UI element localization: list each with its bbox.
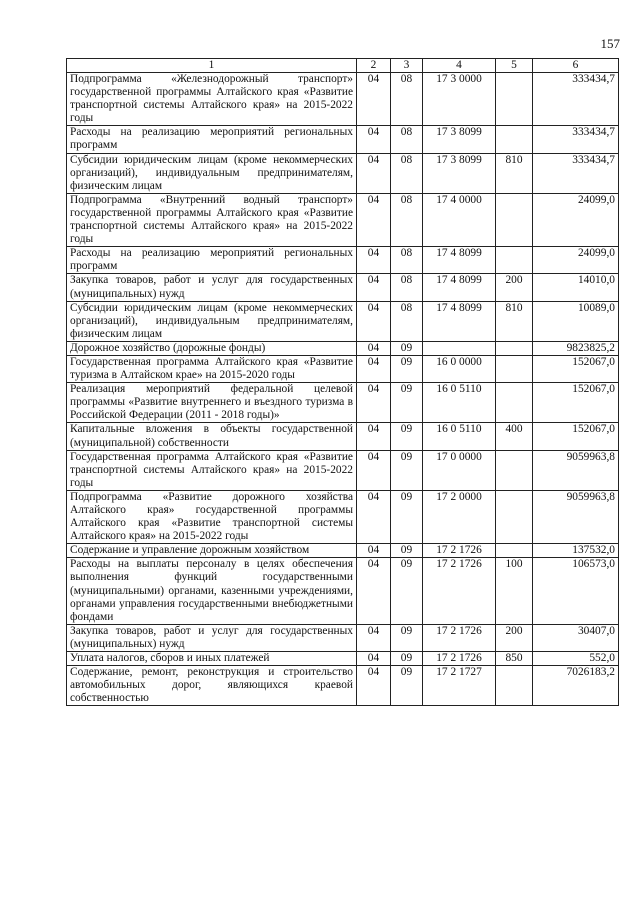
row-subsection-cell: 08: [391, 153, 423, 193]
row-section-cell: 04: [357, 301, 391, 341]
row-target-article-cell: 17 2 1726: [423, 652, 496, 666]
header-col-1: 1: [67, 59, 357, 73]
table-row: [67, 558, 619, 624]
row-expense-type-cell: 100: [496, 558, 533, 624]
row-name-cell: Содержание, ремонт, реконструкция и строительство автомобильных дорог, являющихся краевой собственностью: [67, 666, 357, 706]
row-name-cell: Содержание и управление дорожным хозяйством: [67, 544, 357, 558]
row-subsection-cell: 08: [391, 247, 423, 274]
row-name-cell: Расходы на реализацию мероприятий региональных программ: [67, 247, 357, 274]
table-row: [67, 624, 619, 651]
row-section-cell: 04: [357, 450, 391, 490]
row-target-article-cell: 17 4 8099: [423, 301, 496, 341]
table-row: [67, 423, 619, 450]
row-name-cell: Дорожное хозяйство (дорожные фонды): [67, 341, 357, 355]
row-name-cell: Подпрограмма «Внутренний водный транспорт» государственной программы Алтайского края «Развитие транспортной системы Алтайского края» на 2015-2022 годы: [67, 193, 357, 246]
row-subsection-cell: 08: [391, 193, 423, 246]
table-row: [67, 247, 619, 274]
row-section-cell: 04: [357, 490, 391, 543]
row-name-cell: Подпрограмма «Развитие дорожного хозяйства Алтайского края» государственной программы Алтайского края «Развитие транспортной системы Алтайского края» на 2015-2022 годы: [67, 490, 357, 543]
row-section-cell: 04: [357, 383, 391, 423]
budget-table: [66, 58, 619, 706]
row-subsection-cell: 08: [391, 126, 423, 153]
row-section-cell: 04: [357, 193, 391, 246]
row-amount-cell: 333434,7: [533, 126, 619, 153]
row-name-cell: Субсидии юридическим лицам (кроме некоммерческих организаций), индивидуальным предпринимателям, физическим лицам: [67, 153, 357, 193]
row-expense-type-cell: 810: [496, 301, 533, 341]
page-number: 157: [600, 36, 620, 51]
row-section-cell: 04: [357, 652, 391, 666]
row-section-cell: 04: [357, 153, 391, 193]
row-name-cell: Расходы на выплаты персоналу в целях обеспечения выполнения функций государственными (муниципальными) органами, казенными учреждениями, органами управления государственными внебюджетными фондами: [67, 558, 357, 624]
row-amount-cell: 24099,0: [533, 193, 619, 246]
row-name-cell: Расходы на реализацию мероприятий региональных программ: [67, 126, 357, 153]
row-expense-type-cell: [496, 450, 533, 490]
row-amount-cell: 24099,0: [533, 247, 619, 274]
row-target-article-cell: 17 2 1726: [423, 624, 496, 651]
row-amount-cell: 9823825,2: [533, 341, 619, 355]
row-name-cell: Уплата налогов, сборов и иных платежей: [67, 652, 357, 666]
row-section-cell: 04: [357, 126, 391, 153]
row-subsection-cell: 09: [391, 558, 423, 624]
row-amount-cell: 137532,0: [533, 544, 619, 558]
header-col-3: 3: [391, 59, 423, 73]
table-row: [67, 341, 619, 355]
row-expense-type-cell: 400: [496, 423, 533, 450]
row-expense-type-cell: [496, 247, 533, 274]
row-target-article-cell: 16 0 5110: [423, 423, 496, 450]
row-section-cell: 04: [357, 544, 391, 558]
row-name-cell: Закупка товаров, работ и услуг для государственных (муниципальных) нужд: [67, 274, 357, 301]
row-section-cell: 04: [357, 624, 391, 651]
row-amount-cell: 152067,0: [533, 383, 619, 423]
row-subsection-cell: 09: [391, 490, 423, 543]
row-target-article-cell: 16 0 0000: [423, 355, 496, 382]
row-section-cell: 04: [357, 247, 391, 274]
table-body: [67, 73, 619, 706]
row-section-cell: 04: [357, 666, 391, 706]
row-target-article-cell: 17 4 0000: [423, 193, 496, 246]
row-name-cell: Государственная программа Алтайского края «Развитие туризма в Алтайском крае» на 2015-2020 годы: [67, 355, 357, 382]
row-subsection-cell: 08: [391, 301, 423, 341]
row-subsection-cell: 09: [391, 341, 423, 355]
row-subsection-cell: 09: [391, 383, 423, 423]
row-section-cell: 04: [357, 341, 391, 355]
header-col-4: 4: [423, 59, 496, 73]
row-amount-cell: 552,0: [533, 652, 619, 666]
table-row: [67, 450, 619, 490]
row-target-article-cell: 17 4 8099: [423, 274, 496, 301]
row-expense-type-cell: 810: [496, 153, 533, 193]
row-target-article-cell: 16 0 5110: [423, 383, 496, 423]
row-target-article-cell: 17 3 8099: [423, 153, 496, 193]
row-target-article-cell: 17 4 8099: [423, 247, 496, 274]
row-amount-cell: 30407,0: [533, 624, 619, 651]
row-section-cell: 04: [357, 558, 391, 624]
row-target-article-cell: 17 0 0000: [423, 450, 496, 490]
row-amount-cell: 10089,0: [533, 301, 619, 341]
row-amount-cell: 9059963,8: [533, 490, 619, 543]
table-row: [67, 301, 619, 341]
row-expense-type-cell: [496, 666, 533, 706]
row-subsection-cell: 08: [391, 274, 423, 301]
table-row: [67, 73, 619, 126]
table-row: [67, 490, 619, 543]
row-expense-type-cell: [496, 355, 533, 382]
row-expense-type-cell: [496, 193, 533, 246]
row-amount-cell: 152067,0: [533, 355, 619, 382]
row-name-cell: Реализация мероприятий федеральной целевой программы «Развитие внутреннего и въездного туризма в Российской Федерации (2011 - 2018 годы)»: [67, 383, 357, 423]
row-section-cell: 04: [357, 274, 391, 301]
row-amount-cell: 333434,7: [533, 73, 619, 126]
row-expense-type-cell: [496, 341, 533, 355]
row-section-cell: 04: [357, 73, 391, 126]
table-row: [67, 666, 619, 706]
row-target-article-cell: 17 2 1726: [423, 544, 496, 558]
row-target-article-cell: 17 3 0000: [423, 73, 496, 126]
header-col-6: 6: [533, 59, 619, 73]
header-col-2: 2: [357, 59, 391, 73]
row-subsection-cell: 08: [391, 73, 423, 126]
row-subsection-cell: 09: [391, 652, 423, 666]
row-target-article-cell: 17 2 1727: [423, 666, 496, 706]
row-expense-type-cell: [496, 544, 533, 558]
row-amount-cell: 152067,0: [533, 423, 619, 450]
table-row: [67, 274, 619, 301]
row-expense-type-cell: [496, 73, 533, 126]
row-target-article-cell: 17 2 1726: [423, 558, 496, 624]
row-amount-cell: 7026183,2: [533, 666, 619, 706]
table-row: [67, 153, 619, 193]
row-name-cell: Закупка товаров, работ и услуг для государственных (муниципальных) нужд: [67, 624, 357, 651]
row-subsection-cell: 09: [391, 544, 423, 558]
header-col-5: 5: [496, 59, 533, 73]
row-subsection-cell: 09: [391, 450, 423, 490]
row-amount-cell: 106573,0: [533, 558, 619, 624]
row-subsection-cell: 09: [391, 624, 423, 651]
row-expense-type-cell: [496, 490, 533, 543]
row-section-cell: 04: [357, 355, 391, 382]
table-row: [67, 544, 619, 558]
row-amount-cell: 333434,7: [533, 153, 619, 193]
row-name-cell: Государственная программа Алтайского края «Развитие транспортной системы Алтайского края» на 2015-2022 годы: [67, 450, 357, 490]
row-section-cell: 04: [357, 423, 391, 450]
row-subsection-cell: 09: [391, 423, 423, 450]
table-row: [67, 652, 619, 666]
row-subsection-cell: 09: [391, 355, 423, 382]
row-expense-type-cell: 850: [496, 652, 533, 666]
table-row: [67, 126, 619, 153]
row-amount-cell: 9059963,8: [533, 450, 619, 490]
row-expense-type-cell: 200: [496, 274, 533, 301]
header-row: [67, 59, 619, 73]
row-name-cell: Субсидии юридическим лицам (кроме некоммерческих организаций), индивидуальным предпринимателям, физическим лицам: [67, 301, 357, 341]
row-subsection-cell: 09: [391, 666, 423, 706]
row-name-cell: Капитальные вложения в объекты государственной (муниципальной) собственности: [67, 423, 357, 450]
row-expense-type-cell: [496, 383, 533, 423]
row-expense-type-cell: 200: [496, 624, 533, 651]
table-row: [67, 383, 619, 423]
row-name-cell: Подпрограмма «Железнодорожный транспорт» государственной программы Алтайского края «Развитие транспортной системы Алтайского края» на 2015-2022 годы: [67, 73, 357, 126]
row-target-article-cell: [423, 341, 496, 355]
row-amount-cell: 14010,0: [533, 274, 619, 301]
row-expense-type-cell: [496, 126, 533, 153]
row-target-article-cell: 17 2 0000: [423, 490, 496, 543]
table-row: [67, 355, 619, 382]
table-row: [67, 193, 619, 246]
row-target-article-cell: 17 3 8099: [423, 126, 496, 153]
